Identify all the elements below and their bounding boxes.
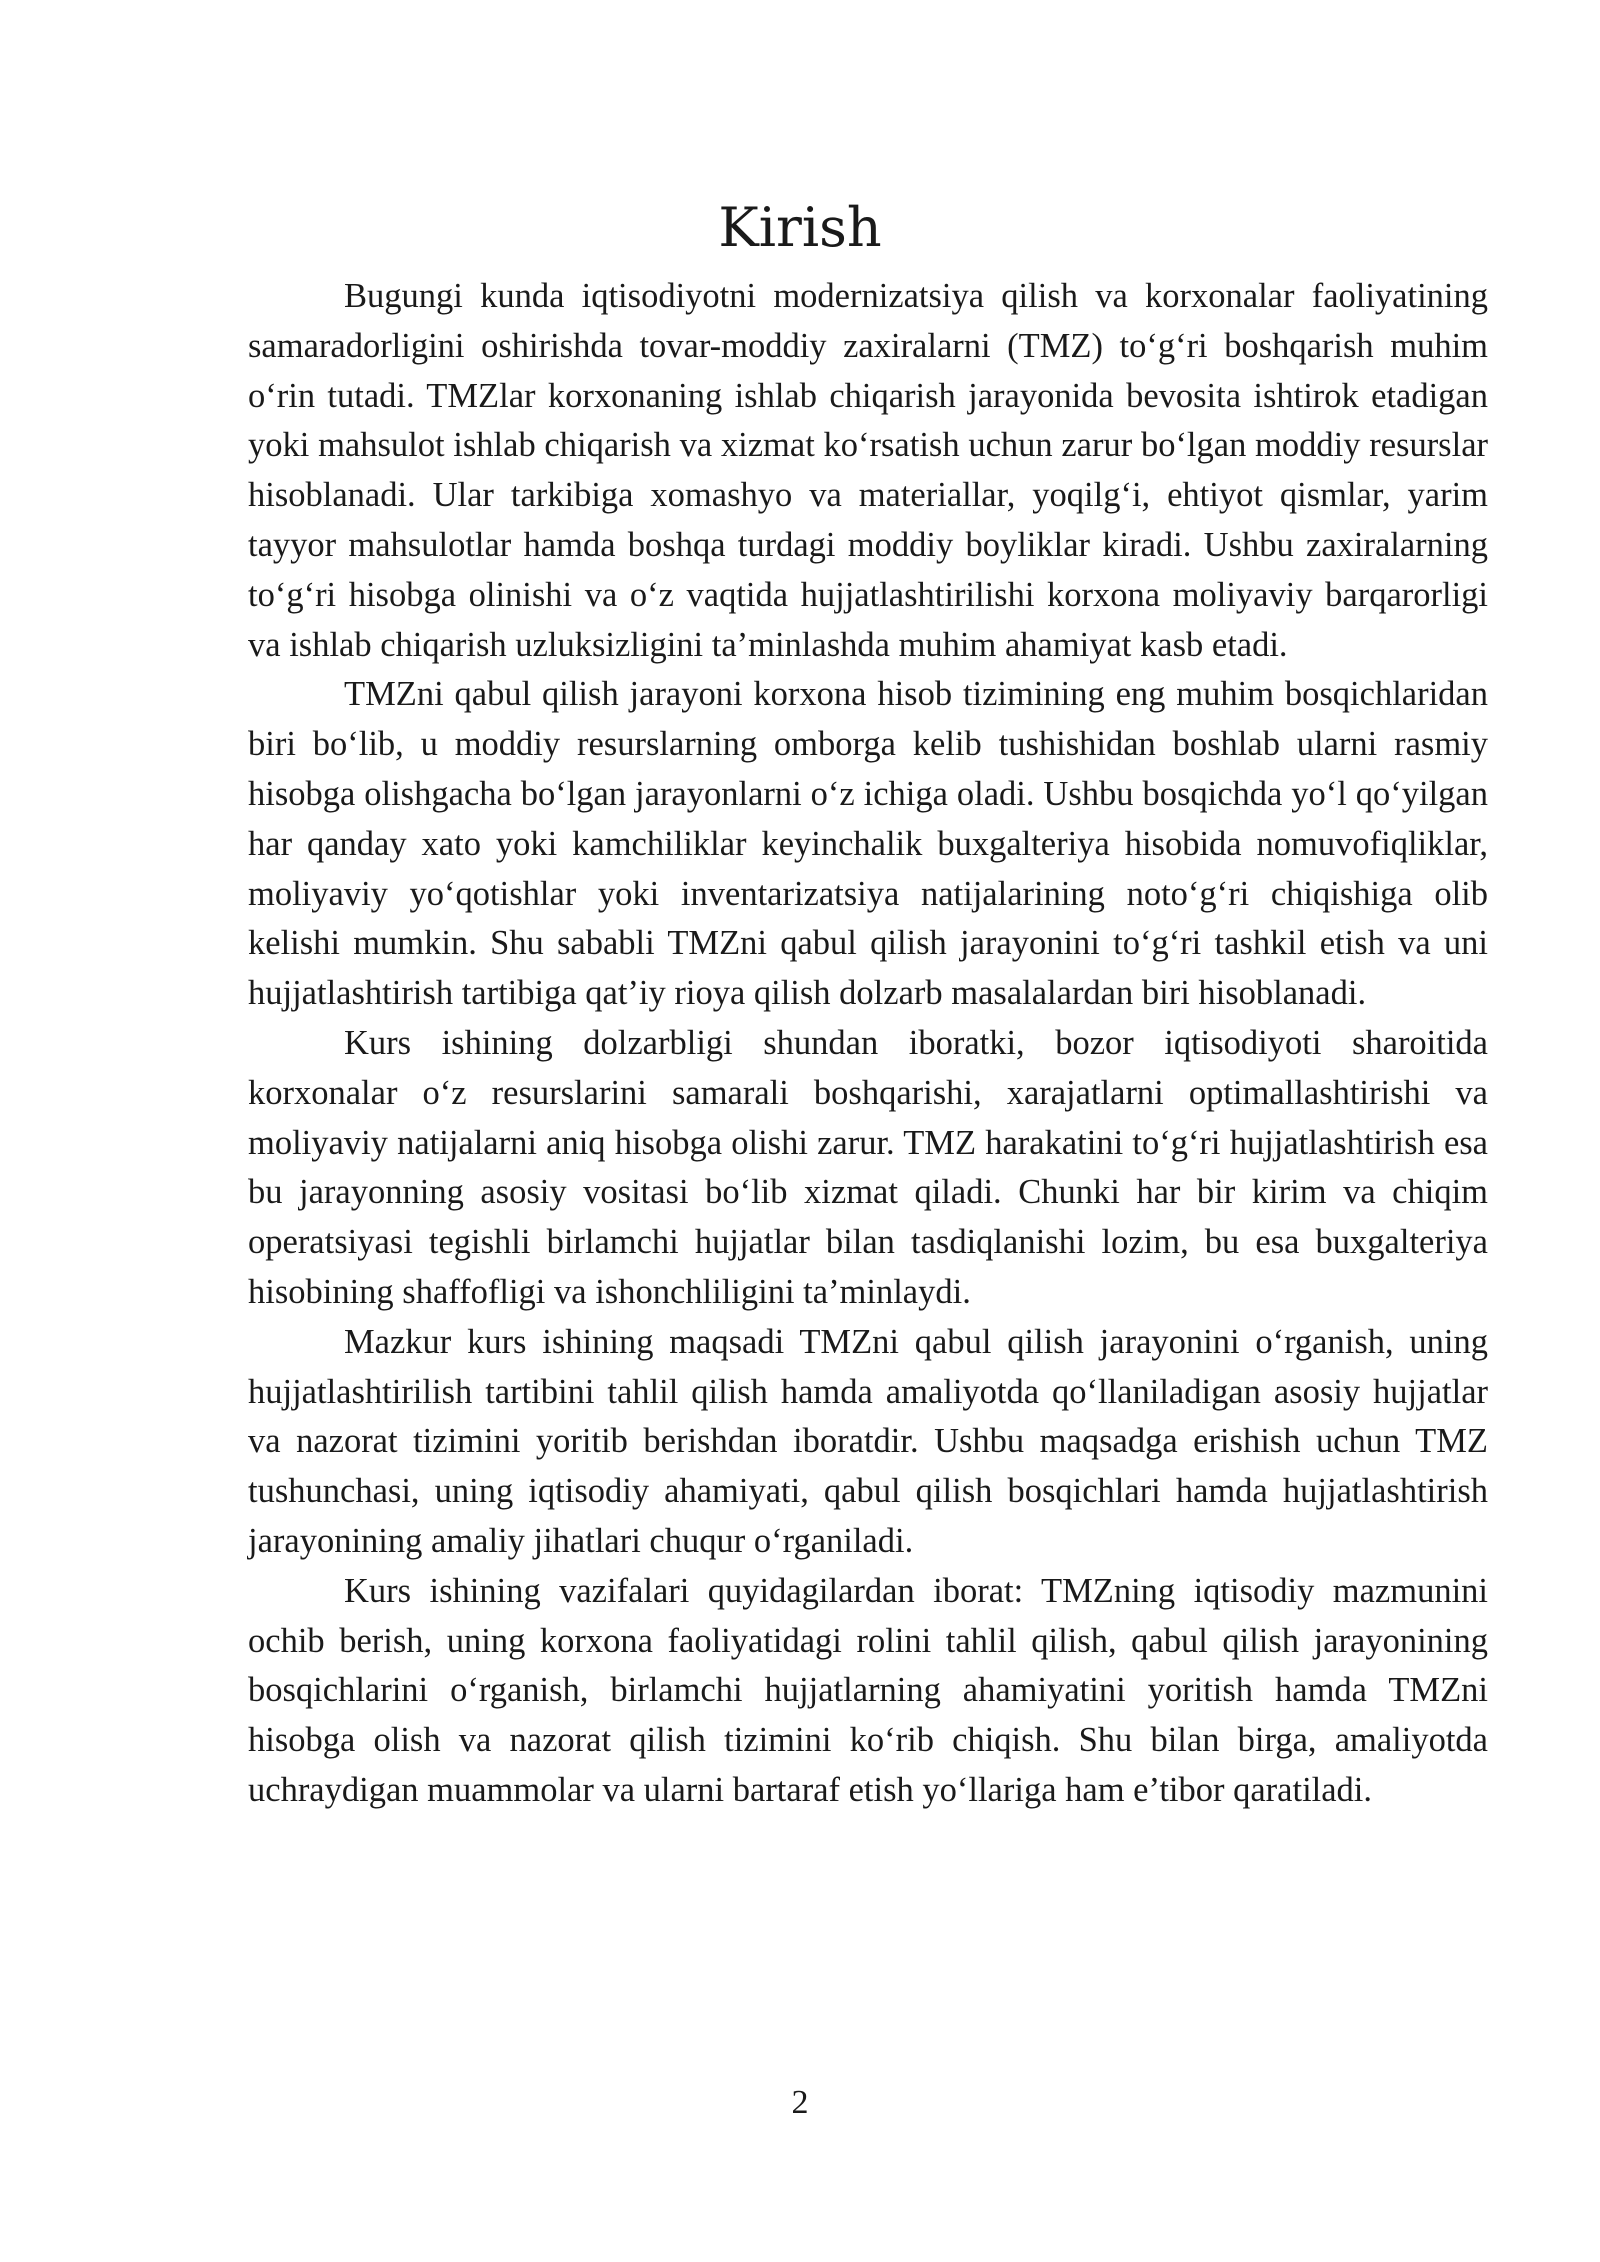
paragraph-4: Mazkur kurs ishining maqsadi TMZni qabul qilish jarayonini o‘rganish, uning hujjatlashtirilish tartibini tahlil qilish hamda amaliyotda qo‘llaniladigan asosiy hujjatlar va nazorat tizimini yoritib berishdan iboratdir. Ushbu maqsadga erishish uchun TMZ tushunchasi, uning iqtisodiy ahamiyati, qabul qilish bosqichlari hamda hujjatlashtirish jarayonining amaliy jihatlari chuqur o‘rganiladi. xyxy=(248,1322,1488,1560)
paragraph-2: TMZni qabul qilish jarayoni korxona hisob tizimining eng muhim bosqichlaridan biri bo‘lib, u moddiy resurslarning omborga kelib tushishidan boshlab ularni rasmiy hisobga olishgacha bo‘lgan jarayonlarni o‘z ichiga oladi. Ushbu bosqichda yo‘l qo‘yilgan har qanday xato yoki kamchiliklar keyinchalik buxgalteriya hisobida nomuvofiqliklar, moliyaviy yo‘qotishlar yoki inventarizatsiya natijalarining noto‘g‘ri chiqishiga olib kelishi mumkin. Shu sababli TMZni qabul qilish jarayonini to‘g‘ri tashkil etish va uni hujjatlashtirish tartibiga qat’iy rioya qilish dolzarb masalalardan biri hisoblanadi. xyxy=(248,675,1488,1013)
paragraph-5: Kurs ishining vazifalari quyidagilardan iborat: TMZning iqtisodiy mazmunini ochib berish, uning korxona faoliyatidagi rolini tahlil qilish, qabul qilish jarayonining bosqichlarini o‘rganish, birlamchi hujjatlarning ahamiyatini yoritish hamda TMZni hisobga olish va nazorat qilish tizimini ko‘rib chiqish. Shu bilan birga, amaliyotda uchraydigan muammolar va ularni bartaraf etish yo‘llariga ham e’tibor qaratiladi. xyxy=(248,1571,1488,1809)
page-title: Kirish xyxy=(718,196,882,259)
paragraph-1: Bugungi kunda iqtisodiyotni modernizatsiya qilish va korxonalar faoliyatining samaradorligini oshirishda tovar-moddiy zaxiralarni (TMZ) to‘g‘ri boshqarish muhim o‘rin tutadi. TMZlar korxonaning ishlab chiqarish jarayonida bevosita ishtirok etadigan yoki mahsulot ishlab chiqarish va xizmat ko‘rsatish uchun zarur bo‘lgan moddiy resurslar hisoblanadi. Ular tarkibiga xomashyo va materiallar, yoqilg‘i, ehtiyot qismlar, yarim tayyor mahsulotlar hamda boshqa turdagi moddiy boyliklar kiradi. Ushbu zaxiralarning to‘g‘ri hisobga olinishi va o‘z vaqtida hujjatlashtirilishi korxona moliyaviy barqarorligi va ishlab chiqarish uzluksizligini ta’minlashda muhim ahamiyat kasb etadi. xyxy=(248,277,1488,664)
paragraph-3: Kurs ishining dolzarbligi shundan iboratki, bozor iqtisodiyoti sharoitida korxonalar o‘z resurslarini samarali boshqarishi, xarajatlarni optimallashtirishi va moliyaviy natijalarni aniq hisobga olishi zarur. TMZ harakatini to‘g‘ri hujjatlashtirish esa bu jarayonning asosiy vositasi bo‘lib xizmat qiladi. Chunki har bir kirim va chiqim operatsiyasi tegishli birlamchi hujjatlar bilan tasdiqlanishi lozim, bu esa buxgalteriya hisobining shaffofligi va ishonchliligini ta’minlaydi. xyxy=(248,1023,1488,1311)
page-number: 2 xyxy=(791,2084,809,2121)
body-text xyxy=(248,272,1488,1816)
